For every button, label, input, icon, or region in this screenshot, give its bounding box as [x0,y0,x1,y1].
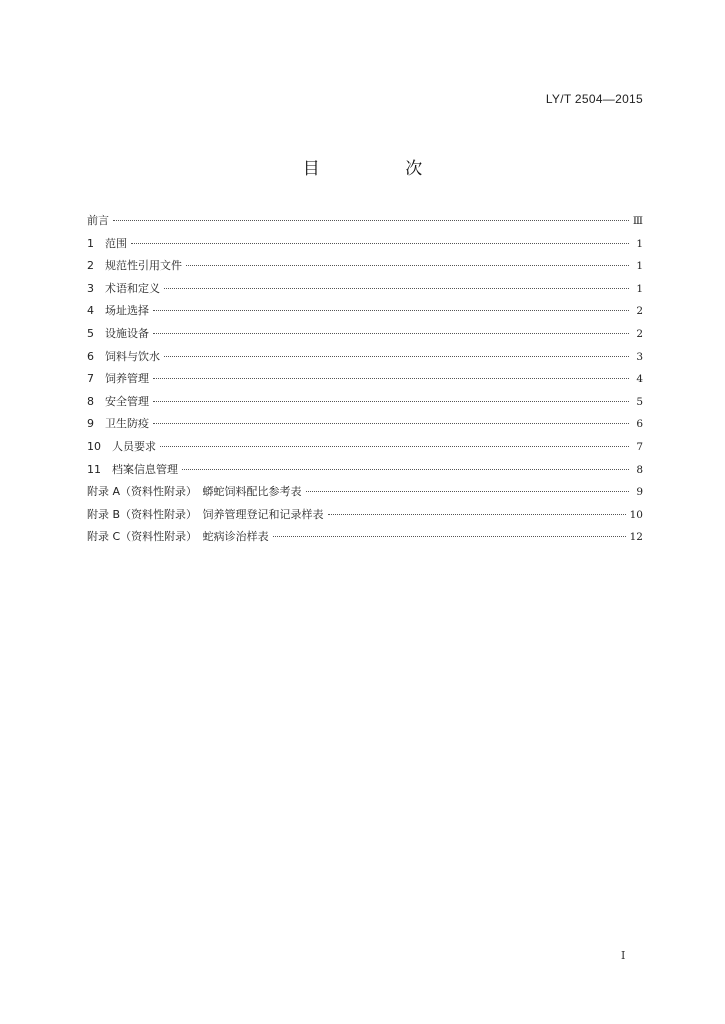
toc-entry-label: 8 安全管理 [87,394,149,408]
toc-entry-page: 6 [636,418,643,431]
toc-leader-dots [182,468,629,470]
toc-entry-page: 7 [636,440,643,453]
toc-entry-page: 2 [636,305,643,318]
toc-entry-label: 6 饲料与饮水 [87,349,160,363]
toc-entry-page: 4 [636,373,643,386]
toc-entry-page: 8 [636,463,643,476]
toc-leader-dots [273,535,626,537]
toc-leader-dots [160,445,629,447]
toc-entry-label: 7 饲养管理 [87,372,149,386]
toc-entry-label: 附录 C（资料性附录） 蛇病诊治样表 [87,530,269,544]
toc-entry[interactable] [87,210,643,233]
toc-leader-dots [153,377,629,379]
toc-entry[interactable] [87,459,643,482]
toc-entry[interactable] [87,233,643,256]
toc-entry[interactable] [87,346,643,369]
toc-entry-page: 1 [636,282,643,295]
toc-entry[interactable] [87,391,643,414]
toc-leader-dots [153,309,629,311]
toc-entry-page: 5 [636,395,643,408]
toc-leader-dots [306,490,629,492]
toc-entry[interactable] [87,436,643,459]
toc-entry-page: 1 [636,237,643,250]
toc-entry-page: 2 [636,327,643,340]
toc-entry-label: 前言 [87,214,109,227]
toc-leader-dots [328,513,626,515]
toc-entry-label: 3 术语和定义 [87,281,160,295]
toc-entry-label: 4 场址选择 [87,304,149,318]
toc-entry-label: 5 设施设备 [87,326,149,340]
toc-entry-page: 12 [629,531,643,544]
page-number: I [621,949,626,962]
toc-entry-page: Ⅲ [632,215,643,227]
toc-entry[interactable] [87,278,643,301]
toc-leader-dots [186,264,629,266]
toc-entry[interactable] [87,413,643,436]
toc-leader-dots [131,242,629,244]
toc-entry[interactable] [87,368,643,391]
toc-entry-page: 1 [636,260,643,273]
toc-entry-label: 1 范围 [87,236,127,250]
toc-entry-label: 9 卫生防疫 [87,417,149,431]
toc-entry[interactable] [87,323,643,346]
toc-entry[interactable] [87,504,643,527]
toc-leader-dots [164,287,629,289]
toc-entry-page: 10 [629,508,643,521]
toc-leader-dots [113,219,629,221]
toc-leader-dots [164,355,629,357]
toc-entry-label: 附录 B（资料性附录） 饲养管理登记和记录样表 [87,507,324,521]
table-of-contents [87,210,643,549]
toc-entry-label: 2 规范性引用文件 [87,259,182,273]
toc-entry[interactable] [87,255,643,278]
toc-entry-page: 3 [636,350,643,363]
toc-title: 目 次 [302,159,463,179]
toc-entry-label: 11 档案信息管理 [87,462,178,476]
toc-entry-label: 附录 A（资料性附录） 蟒蛇饲料配比参考表 [87,485,302,499]
standard-code: LY/T 2504—2015 [545,92,643,106]
toc-entry-page: 9 [636,486,643,499]
toc-leader-dots [153,332,629,334]
toc-entry[interactable] [87,481,643,504]
toc-entry[interactable] [87,526,643,549]
toc-entry[interactable] [87,300,643,323]
toc-leader-dots [153,400,629,402]
toc-entry-label: 10 人员要求 [87,439,156,453]
toc-leader-dots [153,422,629,424]
